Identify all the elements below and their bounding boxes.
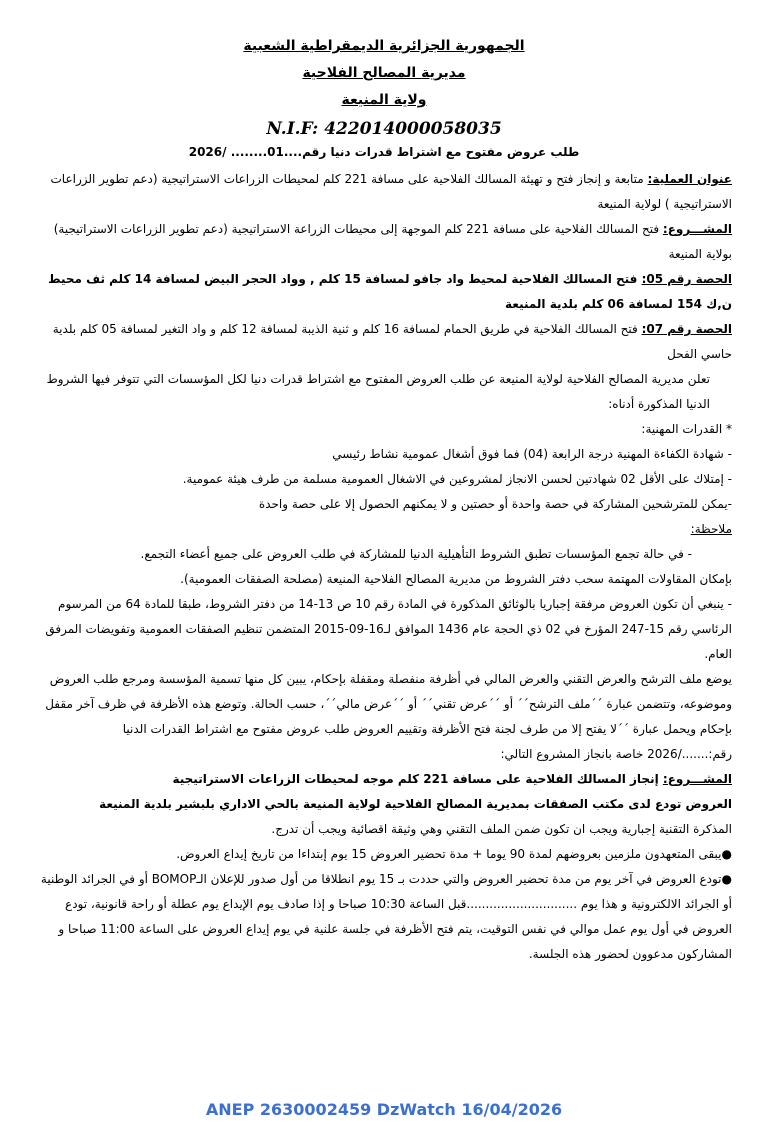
technical-memo-paragraph: المذكرة التقنية إجبارية ويجب ان تكون ضمن الملف التقني وهي وثيقة اقصائية ويجب أن تدرج. — [271, 822, 732, 836]
announcement-paragraph: تعلن مديرية المصالح الفلاحية لولاية المنيعة عن طلب العروض المفتوح مع اشتراط قدرات دنيا لكل المؤسسات التي تتوفر فيها الشروط الدنيا المذكورة أدناه: — [46, 372, 710, 411]
directorate-title: مديرية المصالح الفلاحية — [302, 65, 466, 81]
document-header — [0, 0, 768, 139]
project2-paragraph — [38, 767, 732, 792]
note-item: - في حالة تجمع المؤسسات تطبق الشروط التأهيلية الدنيا للمشاركة في طلب العروض على جميع أعضاء التجمع. — [140, 547, 692, 561]
capacities-title: * القدرات المهنية: — [641, 422, 732, 436]
project2-text: إنجاز المسالك الفلاحية على مسافة 221 كلم موجه لمحيطات الزراعات الاستراتيجية — [172, 772, 663, 786]
deposit-paragraph: العروض تودع لدى مكتب الصفقات بمديرية المصالح الفلاحية لولاية المنيعة بالحي الاداري بلبشير بلدية المنيعة — [99, 797, 732, 811]
requirement-1: - شهادة الكفاءة المهنية درجة الرابعة (04) فما فوق أشغال عمومية نشاط رئيسي — [332, 447, 732, 461]
withdraw-paragraph: بإمكان المقاولات المهتمة سحب دفتر الشروط من مديرية المصالح الفلاحية المنيعة (مصلحة الصفقات العمومية). — [180, 572, 732, 586]
republic-title: الجمهورية الجزائرية الديمقراطية الشعبية — [243, 38, 525, 54]
operation-label: عنوان العملية: — [647, 172, 732, 186]
project2-label: المشـــروع: — [662, 772, 732, 786]
wilaya-title: ولاية المنيعة — [341, 92, 427, 108]
requirement-3: -يمكن للمترشحين المشاركة في حصة واحدة أو حصتين و لا يمكنهم الحصول إلا على حصة واحدة — [258, 497, 732, 511]
tender-subtitle: طلب عروض مفتوح مع اشتراط قدرات دنيا رقم....01........ /2026 — [188, 145, 580, 159]
requirement-2: - إمتلاك على الأقل 02 شهادتين لحسن الانجاز لمشروعين في الاشغال العمومية مسلمة من طرف هيئة عمومية. — [182, 472, 732, 486]
nif-number: N.I.F: 422014000058035 — [266, 119, 502, 139]
operation-text: متابعة و إنجاز فتح و تهيئة المسالك الفلاحية على مسافة 221 كلم لمحيطات الزراعات الاستراتيجية (دعم تطوير الزراعات الاستراتيجية ) لولاية المنيعة — [50, 172, 732, 211]
documents-paragraph: - ينبغي أن تكون العروض مرفقة إجباريا بالوثائق المذكورة في المادة رقم 10 ص 13-14 من دفتر الشروط، طبقا للمادة 64 من المرسوم الرئاسي رقم 15-247 المؤرخ في 02 ذي الحجة عام 1436 الموافق لـ16-09-2015 المتضمن تنظيم الصفقات العمومية وتفويضات المرفق العام. — [45, 597, 732, 661]
operation-paragraph — [38, 167, 732, 217]
project-label: المشـــروع: — [662, 222, 732, 236]
note-label-text: ملاحظة: — [690, 522, 732, 536]
deadline-paragraph: ●تودع العروض في آخر يوم من مدة تحضير العروض والتي حددت بـ 15 يوم انطلاقا من أول صدور للإعلان الـBOMOP أو في الجرائد الوطنية أو الجرائد الالكترونية و هذا يوم .............................قبل الساعة 10:30 صباحا و إذا صادف يوم الإيداع يوم عطلة أو راحة قانونية، تودع العروض في أول يوم عمل موالي في نفس التوقيت، يتم فتح الأظرفة في جلسة علنية في يوم إيداع العروض على الساعة 11:00 صباحا و المشاركون مدعوون لحضور هذه الجلسة. — [40, 872, 732, 961]
project-paragraph — [38, 217, 732, 267]
lot5-label: الحصة رقم 05: — [641, 272, 732, 286]
validity-paragraph: ●يبقى المتعهدون ملزمين بعروضهم لمدة 90 يوما + مدة تحضير العروض 15 يوم إبتداءا من تاريخ إيداع العروض. — [176, 847, 732, 861]
project-text: فتح المسالك الفلاحية على مسافة 221 كلم الموجهة إلى محيطات الزراعة الاستراتيجية (دعم تطوير الزراعات الاستراتيجية) بولاية المنيعة — [53, 222, 732, 261]
lot5-text: فتح المسالك الفلاحية لمحيط واد جافو لمسافة 15 كلم , وواد الحجر البيض لمسافة 14 كلم ثف محيط ن,ك 154 لمسافة 06 كلم بلدية المنيعة — [48, 272, 732, 311]
lot5-paragraph — [38, 267, 732, 317]
note-label — [38, 517, 732, 542]
document-body — [0, 167, 768, 967]
lot7-text: فتح المسالك الفلاحية في طريق الحمام لمسافة 16 كلم و ثنية الذيبة لمسافة 12 كلم و واد التغير لمسافة 05 كلم بلدية حاسي الفحل — [52, 322, 732, 361]
lot7-paragraph — [38, 317, 732, 367]
lot7-label: الحصة رقم 07: — [641, 322, 732, 336]
envelopes-paragraph: يوضع ملف الترشح والعرض التقني والعرض المالي في أظرفة منفصلة ومقفلة بإحكام، يبين كل منها تسمية المؤسسة ومرجع طلب العروض وموضوعه، وتتضمن عبارة ´´ملف الترشح´´ أو ´´عرض تقني´´ أو ´´عرض مالي´´، حسب الحالة. وتوضع هذه الأظرفة في ظرف آخر مقفل بإحكام ويحمل عبارة ´´لا يفتح إلا من طرف لجنة فتح الأظرفة وتقييم العروض طلب عروض مفتوح مع اشتراط القدرات الدنيا رقم:......./2026 خاصة بانجاز المشروع التالي: — [45, 672, 732, 761]
anep-footer: ANEP 2630002459 DzWatch 16/04/2026 — [205, 1100, 563, 1119]
